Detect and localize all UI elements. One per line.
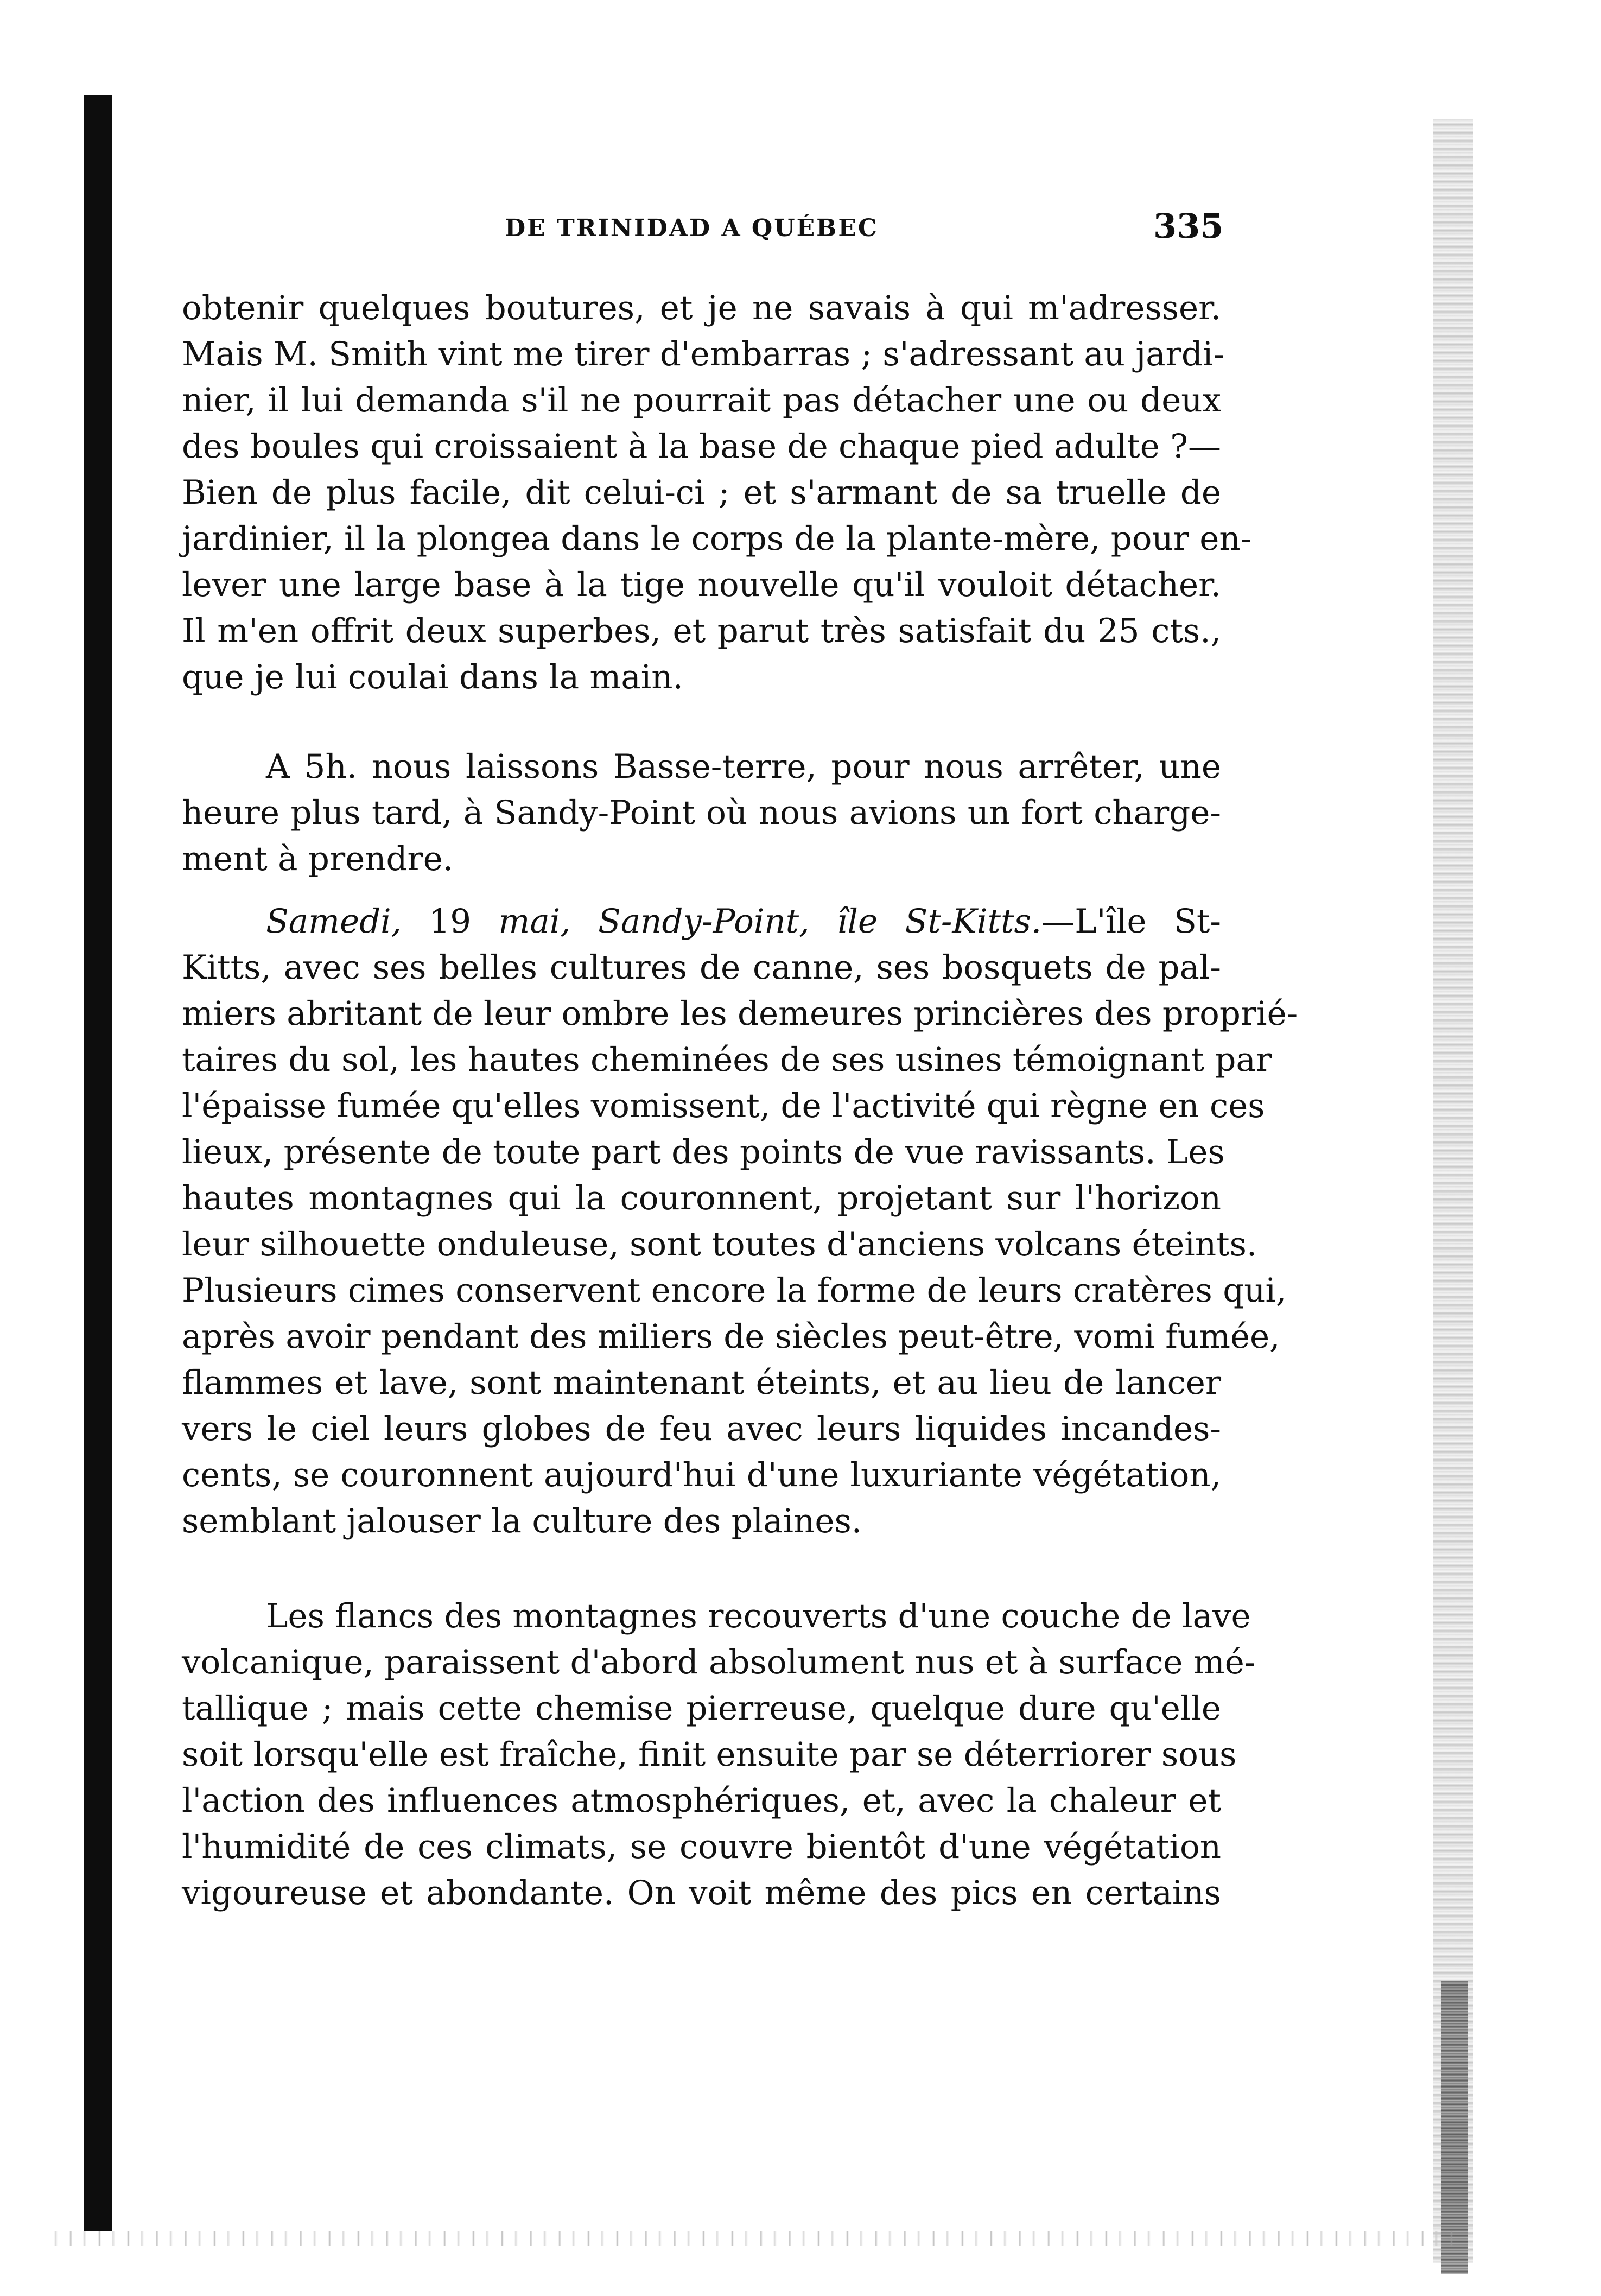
text-line: soit lorsqu'elle est fraîche, finit ensuite par se déterriorer sous xyxy=(182,1735,1237,1774)
text-line: hautes montagnes qui la couronnent, projetant sur l'horizon xyxy=(182,1179,1221,1217)
text-line: Les flancs des montagnes recouverts d'une couche de lave xyxy=(266,1597,1251,1635)
text-line: miers abritant de leur ombre les demeures princières des proprié- xyxy=(182,994,1298,1033)
text-line: l'épaisse fumée qu'elles vomissent, de l'activité qui règne en ces xyxy=(182,1087,1265,1125)
text-line: leur silhouette onduleuse, sont toutes d'anciens volcans éteints. xyxy=(182,1225,1257,1264)
text-line: Bien de plus facile, dit celui-ci ; et s'armant de sa truelle de xyxy=(182,473,1221,512)
day-italic: Samedi, xyxy=(266,902,402,941)
text-line-rest: —L'île St- xyxy=(1041,902,1221,941)
date-number: 19 xyxy=(402,902,499,941)
text-line: lieux, présente de toute part des points de vue ravissants. Les xyxy=(182,1133,1225,1171)
paragraph-2 xyxy=(182,744,1221,882)
text-line: nier, il lui demanda s'il ne pourrait pas détacher une ou deux xyxy=(182,381,1221,420)
text-line: heure plus tard, à Sandy-Point où nous avions un fort charge- xyxy=(182,794,1221,832)
text-line: l'humidité de ces climats, se couvre bientôt d'une végétation xyxy=(182,1828,1221,1866)
text-line: A 5h. nous laissons Basse-terre, pour nous arrêter, une xyxy=(266,747,1221,786)
text-line: obtenir quelques boutures, et je ne savais à qui m'adresser. xyxy=(182,289,1221,327)
text-line: taires du sol, les hautes cheminées de ses usines témoignant par xyxy=(182,1041,1272,1079)
text-line-dated xyxy=(182,898,1221,944)
text-line: jardinier, il la plongea dans le corps de la plante-mère, pour en- xyxy=(182,519,1252,558)
text-line: lever une large base à la tige nouvelle qu'il vouloit détacher. xyxy=(182,566,1221,604)
text-line: flammes et lave, sont maintenant éteints, et au lieu de lancer xyxy=(182,1363,1221,1402)
paragraph-4 xyxy=(182,1593,1256,1916)
text-line: ment à prendre. xyxy=(182,840,454,878)
text-line: Plusieurs cimes conservent encore la forme de leurs cratères qui, xyxy=(182,1271,1287,1310)
text-line: des boules qui croissaient à la base de chaque pied adulte ?— xyxy=(182,427,1221,466)
paragraph-1 xyxy=(182,285,1252,700)
page-number: 335 xyxy=(1153,206,1224,246)
running-title: DE TRINIDAD A QUÉBEC xyxy=(505,214,879,242)
text-line: Kitts, avec ses belles cultures de canne, ses bosquets de pal- xyxy=(182,948,1221,987)
text-line: Mais M. Smith vint me tirer d'embarras ; s'adressant au jardi- xyxy=(182,335,1224,373)
text-line: Il m'en offrit deux superbes, et parut très satisfait du 25 cts., xyxy=(182,612,1221,650)
text-line: que je lui coulai dans la main. xyxy=(182,658,683,696)
text-line: vigoureuse et abondante. On voit même des pics en certains xyxy=(182,1874,1221,1912)
text-line: l'action des influences atmosphériques, et, avec la chaleur et xyxy=(182,1781,1221,1820)
scan-noise-bottom xyxy=(43,2231,1454,2246)
scan-edge-right-dark xyxy=(1441,1981,1468,2274)
text-line: après avoir pendant des miliers de siècles peut-être, vomi fumée, xyxy=(182,1317,1280,1356)
text-line: vers le ciel leurs globes de feu avec leurs liquides incandes- xyxy=(182,1410,1221,1448)
binding-edge xyxy=(84,95,112,2231)
text-line: semblant jalouser la culture des plaines. xyxy=(182,1502,862,1540)
scan-edge-right xyxy=(1433,119,1473,2263)
paragraph-3 xyxy=(182,898,1298,1544)
place-italic: mai, Sandy-Point, île St-Kitts. xyxy=(498,902,1042,941)
text-line: cents, se couronnent aujourd'hui d'une luxuriante végétation, xyxy=(182,1456,1221,1494)
text-line: volcanique, paraissent d'abord absolument nus et à surface mé- xyxy=(182,1643,1256,1682)
text-line: tallique ; mais cette chemise pierreuse, quelque dure qu'elle xyxy=(182,1689,1221,1728)
